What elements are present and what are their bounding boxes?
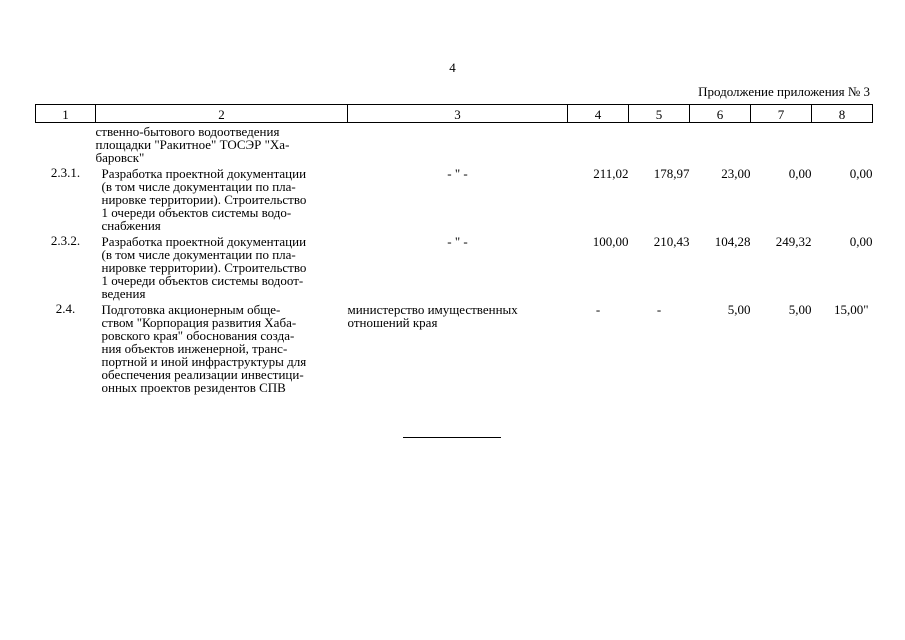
row-value-4 xyxy=(568,123,629,165)
row-value-8 xyxy=(812,123,873,165)
row-description: Разработка проектной документации (в том числе документации по пла- нировке территории). Строительство 1 очереди объектов системы водоот- ведения xyxy=(101,234,307,301)
row-value-7: 0,00 xyxy=(788,166,812,181)
table-header-row xyxy=(36,105,873,123)
continuation-label: Продолжение приложения № 3 xyxy=(698,84,870,99)
header-cell-8: 8 xyxy=(812,105,873,123)
row-value-4: - xyxy=(595,302,601,317)
page-number: 4 xyxy=(449,60,456,75)
row-value-4: 100,00 xyxy=(592,234,629,249)
row-organization: министерство имущественных отношений края xyxy=(347,302,518,330)
row-value-7: 5,00 xyxy=(788,302,812,317)
row-value-7: 249,32 xyxy=(775,234,812,249)
row-number: 2.3.1. xyxy=(50,165,81,180)
header-cell-2: 2 xyxy=(96,105,348,123)
row-value-4: 211,02 xyxy=(593,166,629,181)
table-row xyxy=(36,232,873,300)
row-organization: - " - xyxy=(447,234,468,249)
table-row xyxy=(36,300,873,394)
row-value-6: 5,00 xyxy=(727,302,751,317)
row-value-6: 104,28 xyxy=(714,234,751,249)
row-value-5: 210,43 xyxy=(653,234,690,249)
row-value-7 xyxy=(751,123,812,165)
table-row xyxy=(36,123,873,165)
row-organization: - " - xyxy=(447,166,468,181)
row-value-5 xyxy=(629,123,690,165)
row-value-8: 0,00 xyxy=(849,166,873,181)
header-cell-6: 6 xyxy=(690,105,751,123)
row-number xyxy=(36,123,96,165)
row-description: Разработка проектной документации (в том числе документации по пла- нировке территории). Строительство 1 очереди объектов системы водо- снабжения xyxy=(101,166,307,233)
row-value-5: - xyxy=(656,302,662,317)
data-table xyxy=(35,104,873,394)
row-value-8: 15,00" xyxy=(833,302,869,317)
header-cell-4: 4 xyxy=(568,105,629,123)
table-row xyxy=(36,164,873,232)
row-value-5: 178,97 xyxy=(653,166,690,181)
row-description: ственно-бытового водоотведения площадки "Ракитное" ТОСЭР "Ха- баровск" xyxy=(95,124,290,165)
header-cell-3: 3 xyxy=(348,105,568,123)
row-value-6: 23,00 xyxy=(721,166,751,181)
header-cell-1: 1 xyxy=(36,105,96,123)
row-description: Подготовка акционерным обще- ством "Корпорация развития Хаба- ровского края" обоснования созда- ния объектов инженерной, транс- портной и иной инфраструктуры для обеспечения реализации инвестици- онных проектов резидентов СПВ xyxy=(101,302,307,395)
row-value-6 xyxy=(690,123,751,165)
row-number: 2.3.2. xyxy=(50,233,81,248)
end-rule xyxy=(403,437,501,438)
row-number: 2.4. xyxy=(55,301,76,316)
header-cell-5: 5 xyxy=(629,105,690,123)
row-value-8: 0,00 xyxy=(849,234,873,249)
header-cell-7: 7 xyxy=(751,105,812,123)
